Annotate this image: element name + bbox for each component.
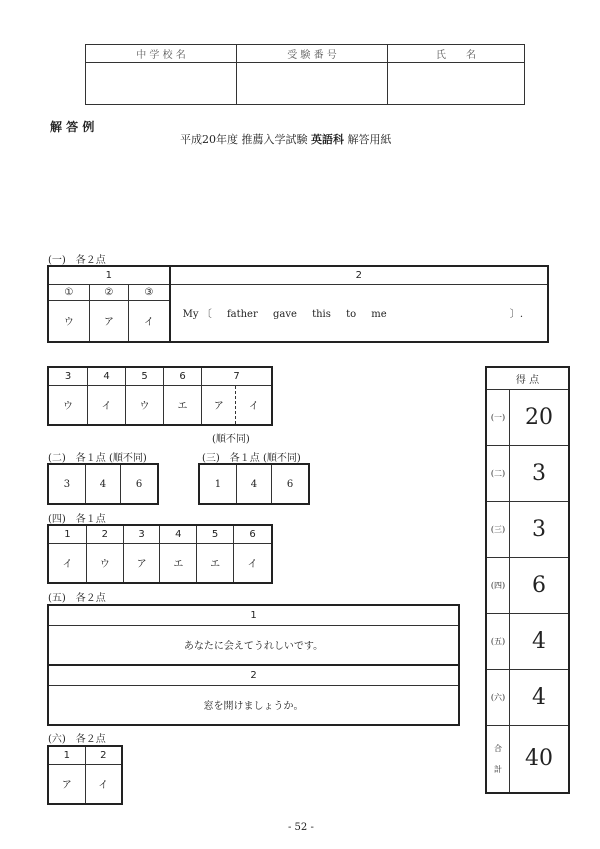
exam-number-field (237, 63, 388, 105)
score-value-2: 3 (510, 445, 570, 501)
score-total-value: 40 (510, 725, 570, 793)
q1-ans-5: ウ (126, 385, 164, 425)
header-box (85, 44, 525, 105)
q6-num-1: 1 (48, 746, 85, 764)
word-3: this (312, 309, 331, 321)
title-bold: 英語科 (311, 133, 344, 146)
q1-sentence (170, 284, 548, 342)
q1-ans-2: ア (89, 300, 128, 342)
name-label: 氏 名 (388, 45, 525, 63)
q1-col2-header: 2 (170, 266, 548, 284)
exam-number-label: 受 験 番 号 (237, 45, 388, 63)
q3-table (198, 463, 310, 505)
q4-num-5: 5 (197, 525, 234, 543)
q1-label: (一) 各２点 (48, 255, 106, 266)
score-label-4: (四) (486, 557, 510, 613)
q4-num-3: 3 (123, 525, 160, 543)
score-label-5: (五) (486, 613, 510, 669)
q4-num-6: 6 (234, 525, 273, 543)
score-table (485, 366, 570, 794)
score-value-6: 4 (510, 669, 570, 725)
sentence-open: My 〔 (182, 309, 212, 321)
total-label-2: 計 (494, 764, 502, 774)
page-title (180, 131, 392, 147)
q1-num-3: 3 (48, 367, 88, 385)
q4-ans-5: エ (197, 543, 234, 583)
sentence-close: 〕. (509, 309, 524, 321)
q5-num-2: 2 (48, 665, 459, 685)
score-header: 得 点 (486, 367, 569, 389)
q1-sub-2: ② (89, 284, 128, 300)
q2-label: (二) 各１点 (順不同) (48, 453, 147, 464)
q1-note: (順不同) (212, 434, 250, 445)
q1-sub-3: ③ (129, 284, 170, 300)
q5-table (47, 604, 460, 726)
answer-example-label: 解 答 例 (50, 120, 95, 134)
q6-ans-1: ア (48, 764, 85, 804)
score-label-6: (六) (486, 669, 510, 725)
q4-num-2: 2 (86, 525, 123, 543)
q1-ans-3: イ (129, 300, 170, 342)
score-label-3: (三) (486, 501, 510, 557)
score-value-5: 4 (510, 613, 570, 669)
q6-table (47, 745, 123, 805)
score-label-1: (一) (486, 389, 510, 445)
q5-label: (五) 各２点 (48, 593, 106, 604)
q4-label: (四) 各１点 (48, 514, 106, 525)
q4-ans-3: ア (123, 543, 160, 583)
q6-ans-2: イ (85, 764, 122, 804)
q4-ans-1: イ (48, 543, 86, 583)
q2-ans-2: 4 (85, 464, 120, 504)
q3-ans-2: 4 (236, 464, 271, 504)
q1-table (47, 265, 549, 343)
q4-ans-4: エ (160, 543, 197, 583)
q1-sub-1: ① (48, 284, 89, 300)
q1-col1-header: 1 (48, 266, 170, 284)
q1-num-5: 5 (126, 367, 164, 385)
q1-num-7: 7 (202, 367, 273, 385)
score-value-1: 20 (510, 389, 570, 445)
word-4: to (346, 309, 357, 321)
q5-answer-2: 窓を開けましょうか。 (48, 685, 459, 725)
title-pre: 平成20年度 推薦入学試験 (180, 133, 311, 146)
q4-num-4: 4 (160, 525, 197, 543)
q3-ans-1: 1 (199, 464, 236, 504)
q1-ans-6: エ (164, 385, 202, 425)
q1-num-4: 4 (88, 367, 126, 385)
name-field (388, 63, 525, 105)
q2-ans-3: 6 (121, 464, 158, 504)
q4-table (47, 524, 273, 584)
q2-ans-1: 3 (48, 464, 85, 504)
word-2: gave (272, 309, 297, 321)
title-post: 解答用紙 (344, 133, 392, 146)
q6-label: (六) 各２点 (48, 734, 106, 745)
q1-ans-7b: イ (236, 385, 272, 425)
score-value-4: 6 (510, 557, 570, 613)
q1-ans-1: ウ (48, 300, 89, 342)
q1-num-6: 6 (164, 367, 202, 385)
q1-table-2 (47, 366, 273, 426)
page-number: - 52 - (288, 822, 314, 833)
school-name-label: 中 学 校 名 (86, 45, 237, 63)
word-1: father (226, 309, 258, 321)
q3-label: (三) 各１点 (順不同) (202, 453, 301, 464)
q5-num-1: 1 (48, 605, 459, 625)
q3-ans-3: 6 (272, 464, 309, 504)
q1-ans-4: イ (88, 385, 126, 425)
q1-ans-7a: ア (202, 385, 236, 425)
score-label-2: (二) (486, 445, 510, 501)
score-total-label (486, 725, 510, 793)
q5-answer-1: あなたに会えてうれしいです。 (48, 625, 459, 665)
q4-ans-6: イ (234, 543, 273, 583)
school-name-field (86, 63, 237, 105)
q6-num-2: 2 (85, 746, 122, 764)
score-value-3: 3 (510, 501, 570, 557)
q2-table (47, 463, 159, 505)
word-5: me (371, 309, 387, 321)
total-label-1: 合 (494, 743, 502, 753)
q4-num-1: 1 (48, 525, 86, 543)
q1-ans-3b: ウ (48, 385, 88, 425)
q4-ans-2: ウ (86, 543, 123, 583)
